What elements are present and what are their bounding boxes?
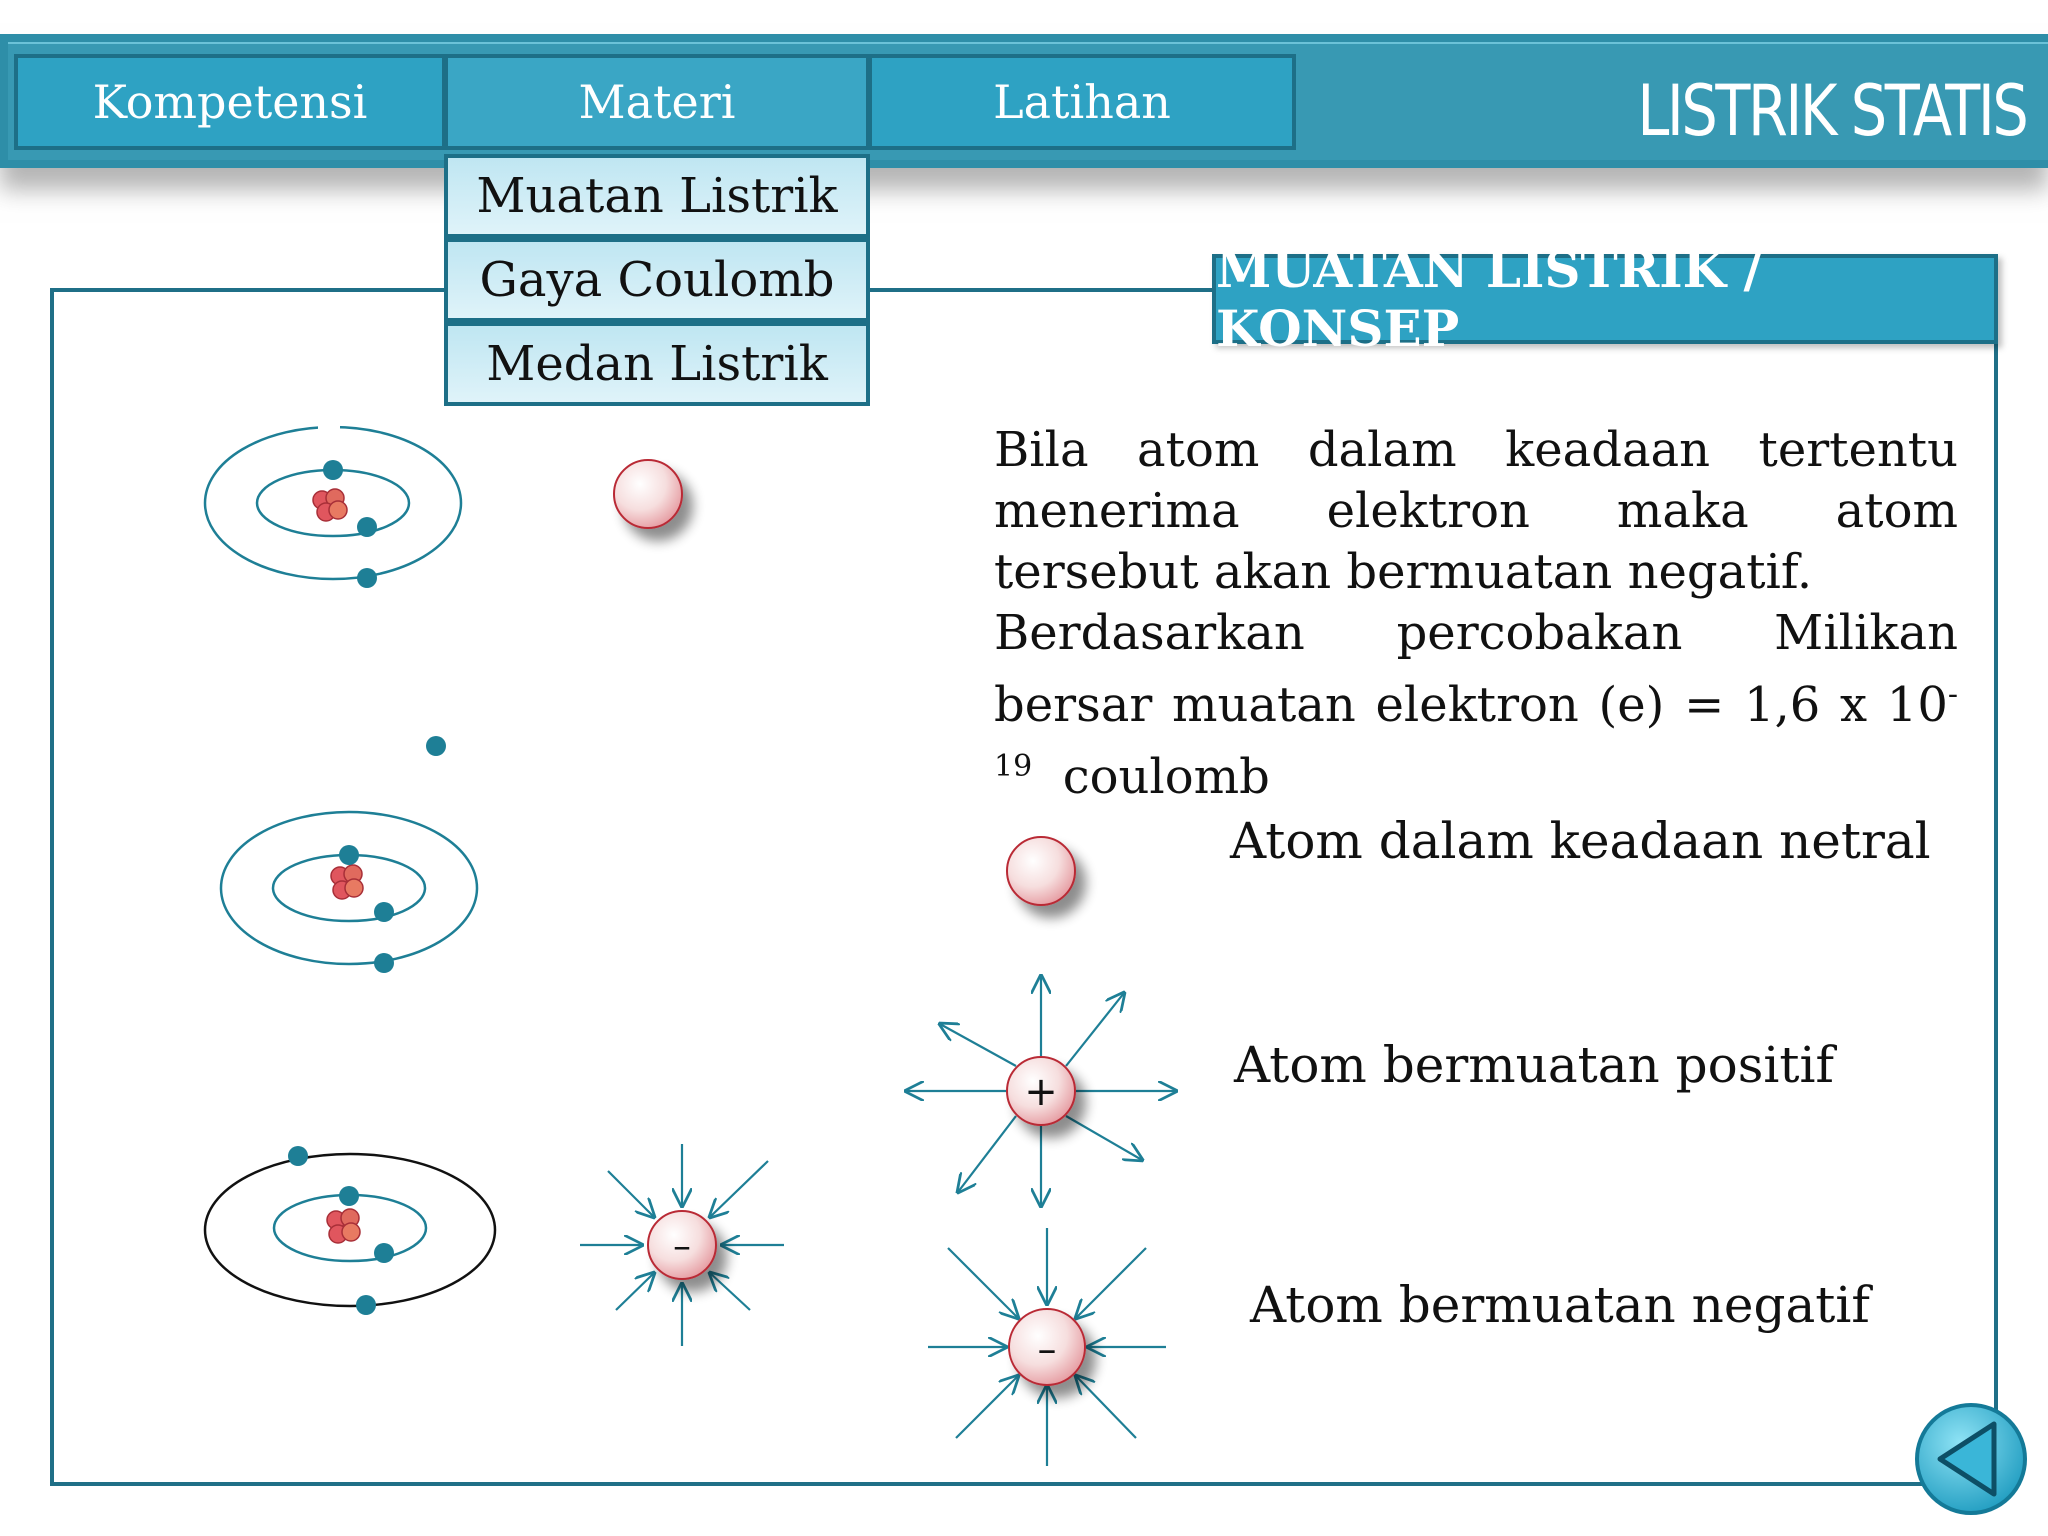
label-positive-atom: Atom bermuatan positif — [1234, 1036, 1834, 1094]
tab-materi[interactable]: Materi — [444, 54, 870, 150]
electron-icon — [356, 1295, 376, 1315]
plus-sign: + — [1024, 1069, 1058, 1115]
minus-sign-right: – — [1037, 1327, 1057, 1371]
menu-item-gaya-coulomb[interactable]: Gaya Coulomb — [444, 238, 870, 322]
neutral-ball-right-icon — [1007, 837, 1075, 905]
atom-neutral-orbit — [205, 412, 461, 588]
label-negative-atom: Atom bermuatan negatif — [1250, 1276, 1870, 1334]
electron-icon — [288, 1146, 308, 1166]
tab-latihan[interactable]: Latihan — [870, 54, 1296, 150]
electron-icon — [357, 517, 377, 537]
back-button[interactable] — [1912, 1400, 2030, 1518]
nucleus-icon — [327, 1209, 360, 1243]
electron-icon — [374, 953, 394, 973]
description-paragraph-1: Bila atom dalam keadaan tertentu menerima elektron maka atom tersebut akan bermuatan negatif. — [994, 422, 1958, 600]
electron-icon — [357, 568, 377, 588]
electron-icon — [374, 902, 394, 922]
nucleus-icon — [313, 489, 347, 521]
atom-negative-orbit — [205, 1146, 495, 1315]
electron-icon — [374, 1243, 394, 1263]
triangle-left-icon — [1912, 1400, 2030, 1518]
nucleus-icon — [331, 865, 363, 899]
neutral-ball-icon — [614, 460, 682, 528]
exponent: -19 — [994, 677, 1958, 784]
free-electron-icon — [426, 736, 446, 756]
menu-item-medan-listrik[interactable]: Medan Listrik — [444, 322, 870, 406]
atom-positive-orbit — [221, 812, 477, 973]
app-title: LISTRIK STATIS — [1637, 70, 2026, 152]
description-paragraph-2-text: Berdasarkan percobakan Milikan bersar muatan elektron (e) = 1,6 x 10 — [994, 605, 1958, 733]
electron-icon — [323, 460, 343, 480]
electron-icon — [339, 1186, 359, 1206]
tab-kompetensi[interactable]: Kompetensi — [14, 54, 444, 150]
minus-sign-left: – — [673, 1226, 691, 1267]
electron-icon — [339, 845, 359, 865]
label-neutral-atom: Atom dalam keadaan netral — [1230, 812, 1931, 870]
unit-coulomb: coulomb — [1062, 749, 1270, 805]
menu-item-muatan-listrik[interactable]: Muatan Listrik — [444, 154, 870, 238]
section-title: MUATAN LISTRIK / KONSEP — [1212, 254, 1998, 344]
